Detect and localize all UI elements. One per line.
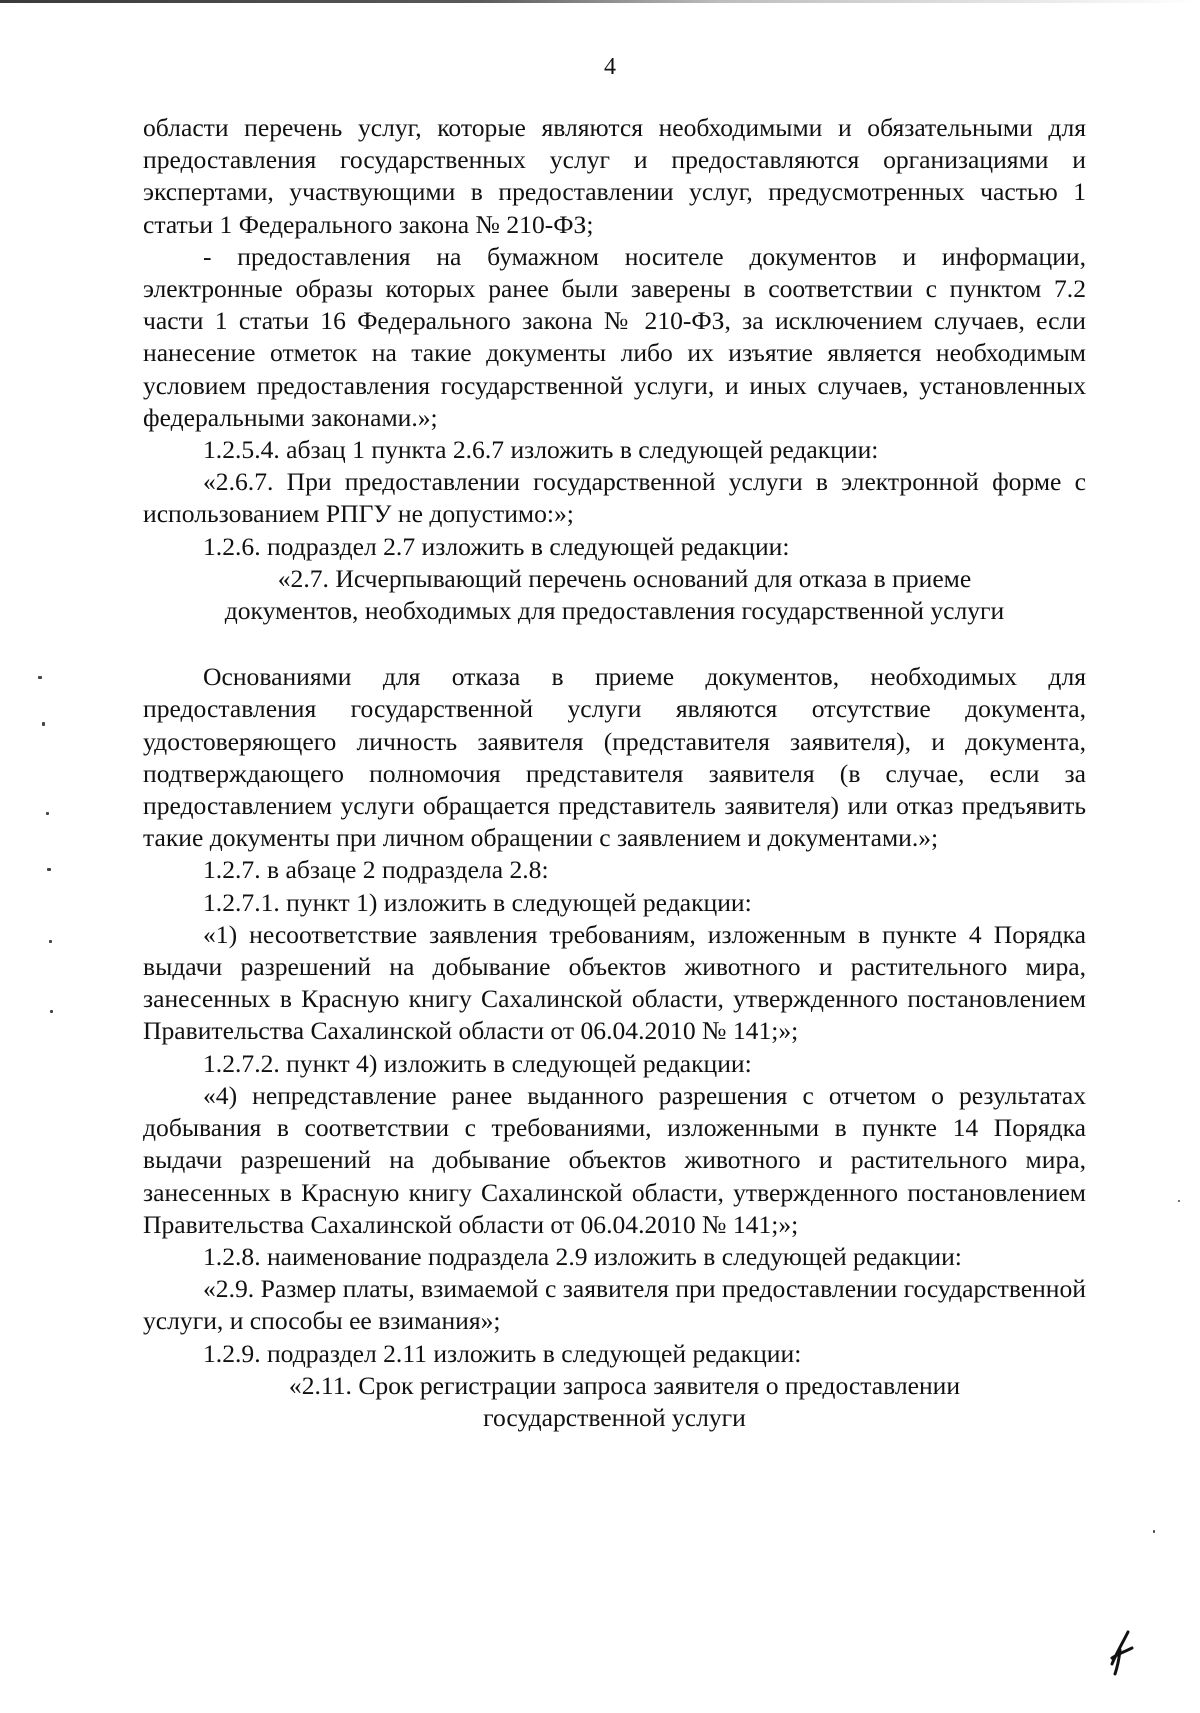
paragraph-1-2-6: 1.2.6. подраздел 2.7 изложить в следующей редакции: bbox=[203, 531, 790, 561]
scan-speck bbox=[47, 868, 51, 871]
section-heading-2-11-line1: «2.11. Срок регистрации запроса заявителя о предоставлении bbox=[288, 1370, 961, 1400]
scan-speck bbox=[42, 722, 45, 726]
scan-top-edge bbox=[0, 0, 1200, 3]
page-number: 4 bbox=[604, 54, 616, 80]
document-body bbox=[143, 112, 1086, 1434]
scan-speck bbox=[50, 1010, 53, 1013]
scan-speck bbox=[1153, 1530, 1155, 1533]
scan-speck bbox=[49, 940, 52, 943]
section-heading-2-7-line1: «2.7. Исчерпывающий перечень оснований для отказа в приеме bbox=[277, 563, 972, 593]
scan-speck bbox=[46, 812, 49, 815]
handwritten-initial-mark bbox=[1108, 1630, 1134, 1676]
blank-line bbox=[143, 627, 1086, 661]
paragraph-1-2-9: 1.2.9. подраздел 2.11 изложить в следующей редакции: bbox=[203, 1338, 802, 1368]
paragraph-1-2-7: 1.2.7. в абзаце 2 подраздела 2.8: bbox=[203, 855, 549, 885]
paragraph-1-2-5-4: 1.2.5.4. абзац 1 пункта 2.6.7 изложить в следующей редакции: bbox=[203, 435, 879, 465]
paragraph-services-list: области перечень услуг, которые являются необходимыми и обязательными для предоставления государственных услуг и предоставляются организациями и экспертами, участвующими в предоставлении услуг, предусмотренных частью 1 статьи 1 Федерального закона № 210-ФЗ; bbox=[143, 113, 1086, 239]
paragraph-paper-documents: - предоставления на бумажном носителе документов и информации, электронные образы которых ранее были заверены в соответствии с пунктом 7.2 части 1 статьи 16 Федерального закона № 210-ФЗ, за исключением случаев, если нанесение отметок на такие документы либо их изъятие является необходимым условием предоставления государственной услуги, и иных случаев, установленных федеральными законами.»; bbox=[143, 241, 1086, 432]
scan-speck bbox=[1178, 1200, 1180, 1202]
paragraph-2-9: «2.9. Размер платы, взимаемой с заявителя при предоставлении государственной услуги, и способы ее взимания»; bbox=[143, 1274, 1086, 1336]
scan-speck bbox=[38, 676, 42, 679]
paragraph-1-2-8: 1.2.8. наименование подраздела 2.9 изложить в следующей редакции: bbox=[203, 1241, 962, 1271]
paragraph-refusal-grounds: Основаниями для отказа в приеме документов, необходимых для предоставления государственной услуги являются отсутствие документа, удостоверяющего личность заявителя (представителя заявителя), и документа, подтверждающего полномочия представителя заявителя (в случае, если за предоставлением услуги обращается представитель заявителя) или отказ предъявить такие документы при личном обращении с заявлением и документами.»; bbox=[143, 662, 1086, 853]
paragraph-1-2-7-1: 1.2.7.1. пункт 1) изложить в следующей редакции: bbox=[203, 887, 752, 917]
paragraph-1-2-7-2: 1.2.7.2. пункт 4) изложить в следующей редакции: bbox=[203, 1048, 752, 1078]
paragraph-item-4: «4) непредставление ранее выданного разрешения с отчетом о результатах добывания в соответствии с требованиями, изложенными в пункте 14 Порядка выдачи разрешений на добывание объектов животного и растительного мира, занесенных в Красную книгу Сахалинской области, утвержденного постановлением Правительства Сахалинской области от 06.04.2010 № 141;»; bbox=[143, 1080, 1086, 1239]
section-heading-2-11-line2: государственной услуги bbox=[483, 1402, 746, 1432]
paragraph-2-6-7: «2.6.7. При предоставлении государственной услуги в электронной форме с использованием РПГУ не допустимо:»; bbox=[143, 467, 1086, 529]
section-heading-2-7-line2: документов, необходимых для предоставления государственной услуги bbox=[224, 596, 1005, 626]
paragraph-item-1: «1) несоответствие заявления требованиям, изложенным в пункте 4 Порядка выдачи разрешений на добывание объектов животного и растительного мира, занесенных в Красную книгу Сахалинской области, утвержденного постановлением Правительства Сахалинской области от 06.04.2010 № 141;»; bbox=[143, 919, 1086, 1046]
